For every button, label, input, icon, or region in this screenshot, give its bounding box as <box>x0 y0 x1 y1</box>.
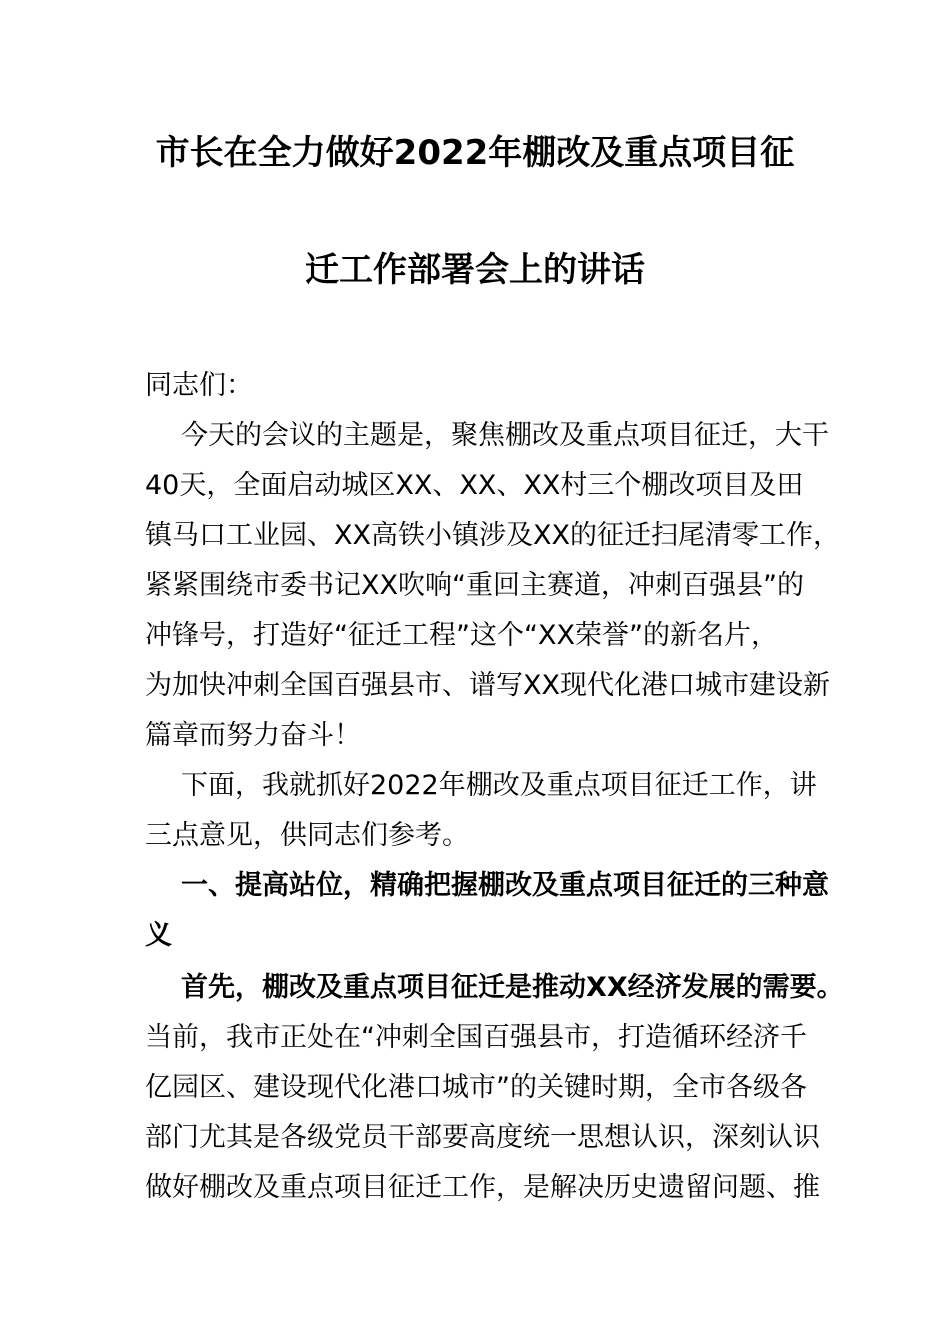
paragraph-2-line-2: 三点意见，供同志们参考。 <box>145 820 469 851</box>
paragraph-1-line-1: 今天的会议的主题是，聚焦棚改及重点项目征迁，大干 <box>181 420 829 451</box>
paragraph-1-line-3: 镇马口工业园、XX高铁小镇涉及XX的征迁扫尾清零工作， <box>145 520 840 551</box>
title-line-2: 迁工作部署会上的讲话 <box>305 250 645 290</box>
paragraph-1-line-5: 冲锋号，打造好“征迁工程”这个“XX荣誉”的新名片， <box>145 620 778 651</box>
paragraph-2-line-1: 下面，我就抓好2022年棚改及重点项目征迁工作，讲 <box>181 770 817 801</box>
subheading-first: 首先，棚改及重点项目征迁是推动XX经济发展的需要。 <box>181 972 844 1003</box>
paragraph-1-line-2: 40天，全面启动城区XX、XX、XX村三个棚改项目及田 <box>145 470 804 501</box>
paragraph-3-line-2: 亿园区、建设现代化港口城市”的关键时期，全市各级各 <box>145 1072 807 1103</box>
paragraph-1-line-6: 为加快冲刺全国百强县市、谱写XX现代化港口城市建设新 <box>145 670 830 701</box>
paragraph-1-line-4: 紧紧围绕市委书记XX吹响“重回主赛道，冲刺百强县”的 <box>145 570 804 601</box>
paragraph-1-line-7: 篇章而努力奋斗！ <box>145 720 361 751</box>
section-heading-line-1: 一、提高站位，精确把握棚改及重点项目征迁的三种意 <box>181 870 829 901</box>
salutation: 同志们： <box>145 370 253 401</box>
paragraph-3-line-3: 部门尤其是各级党员干部要高度统一思想认识，深刻认识 <box>145 1122 820 1153</box>
paragraph-3-line-4: 做好棚改及重点项目征迁工作，是解决历史遗留问题、推 <box>145 1172 820 1203</box>
section-heading-line-2: 义 <box>145 920 172 951</box>
paragraph-3-line-1: 当前，我市正处在“冲刺全国百强县市，打造循环经济千 <box>145 1022 807 1053</box>
title-line-1: 市长在全力做好2022年棚改及重点项目征 <box>155 133 795 173</box>
